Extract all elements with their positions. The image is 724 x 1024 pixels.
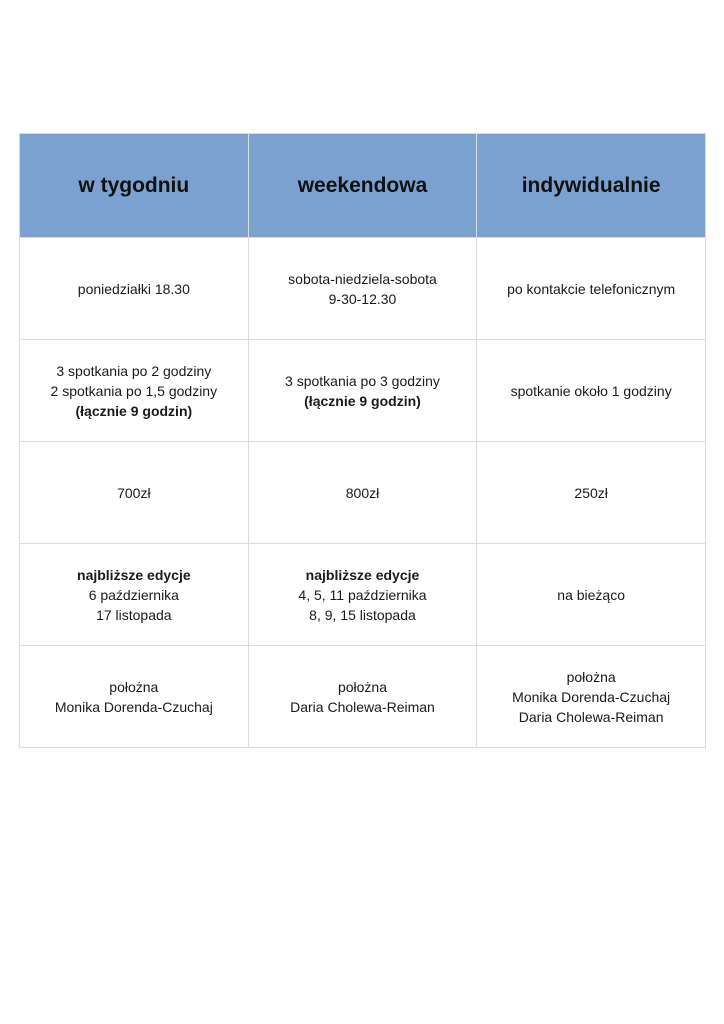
cell-text-line: 700zł	[117, 484, 151, 501]
cell-text-line: 3 spotkania po 3 godziny	[285, 372, 440, 389]
cell-schedule-weekend	[248, 238, 477, 340]
cell-text-line: położna	[109, 678, 159, 695]
cell-midwife-individual	[477, 646, 706, 748]
cell-text-line: Monika Dorenda-Czuchaj	[512, 688, 671, 705]
table-row-price	[20, 442, 706, 544]
cell-text-line: 2 spotkania po 1,5 godziny	[50, 382, 218, 399]
cell-text-line: Daria Cholewa-Reiman	[290, 698, 435, 715]
cell-duration-individual	[477, 340, 706, 442]
cell-text-line: (łącznie 9 godzin)	[75, 402, 193, 419]
cell-price-weekday	[20, 442, 249, 544]
header-weekday: w tygodniu	[20, 134, 249, 238]
table-row-editions	[20, 544, 706, 646]
header-row	[20, 134, 706, 238]
cell-midwife-weekend	[248, 646, 477, 748]
cell-text-line: 4, 5, 11 października	[298, 586, 427, 603]
cell-text-line: (łącznie 9 godzin)	[304, 392, 421, 409]
cell-text-line: spotkanie około 1 godziny	[510, 382, 672, 399]
cell-schedule-individual	[477, 238, 706, 340]
cell-text-line: położna	[337, 678, 387, 695]
cell-price-individual	[477, 442, 706, 544]
cell-text-line: 800zł	[345, 484, 380, 501]
schedule-table	[19, 133, 706, 748]
cell-text-line: położna	[566, 668, 616, 685]
cell-text-line: po kontakcie telefonicznym	[507, 280, 676, 297]
cell-text-line: na bieżąco	[557, 586, 625, 603]
cell-text-line: 9-30-12.30	[328, 290, 397, 307]
cell-text-line: najbliższe edycje	[305, 566, 420, 583]
table-row-schedule	[20, 238, 706, 340]
cell-editions-weekday	[20, 544, 249, 646]
cell-text-line: 250zł	[574, 484, 608, 501]
cell-text-line: Daria Cholewa-Reiman	[518, 708, 664, 725]
table-row-duration	[20, 340, 706, 442]
cell-price-weekend	[248, 442, 477, 544]
cell-text-line: Monika Dorenda-Czuchaj	[54, 698, 213, 715]
cell-editions-individual	[477, 544, 706, 646]
cell-midwife-weekday	[20, 646, 249, 748]
cell-duration-weekend	[248, 340, 477, 442]
cell-text-line: sobota-niedziela-sobota	[288, 270, 437, 287]
table-body	[20, 238, 706, 748]
header-individual: indywidualnie	[477, 134, 706, 238]
cell-text-line: poniedziałki 18.30	[77, 280, 190, 297]
cell-schedule-weekday	[20, 238, 249, 340]
cell-editions-weekend	[248, 544, 477, 646]
cell-text-line: 6 października	[88, 586, 179, 603]
header-weekend: weekendowa	[248, 134, 477, 238]
cell-text-line: 8, 9, 15 listopada	[309, 606, 416, 623]
cell-text-line: 3 spotkania po 2 godziny	[56, 362, 212, 379]
table-row-midwife	[20, 646, 706, 748]
cell-text-line: 17 listopada	[96, 606, 172, 623]
cell-duration-weekday	[20, 340, 249, 442]
cell-text-line: najbliższe edycje	[77, 566, 191, 583]
